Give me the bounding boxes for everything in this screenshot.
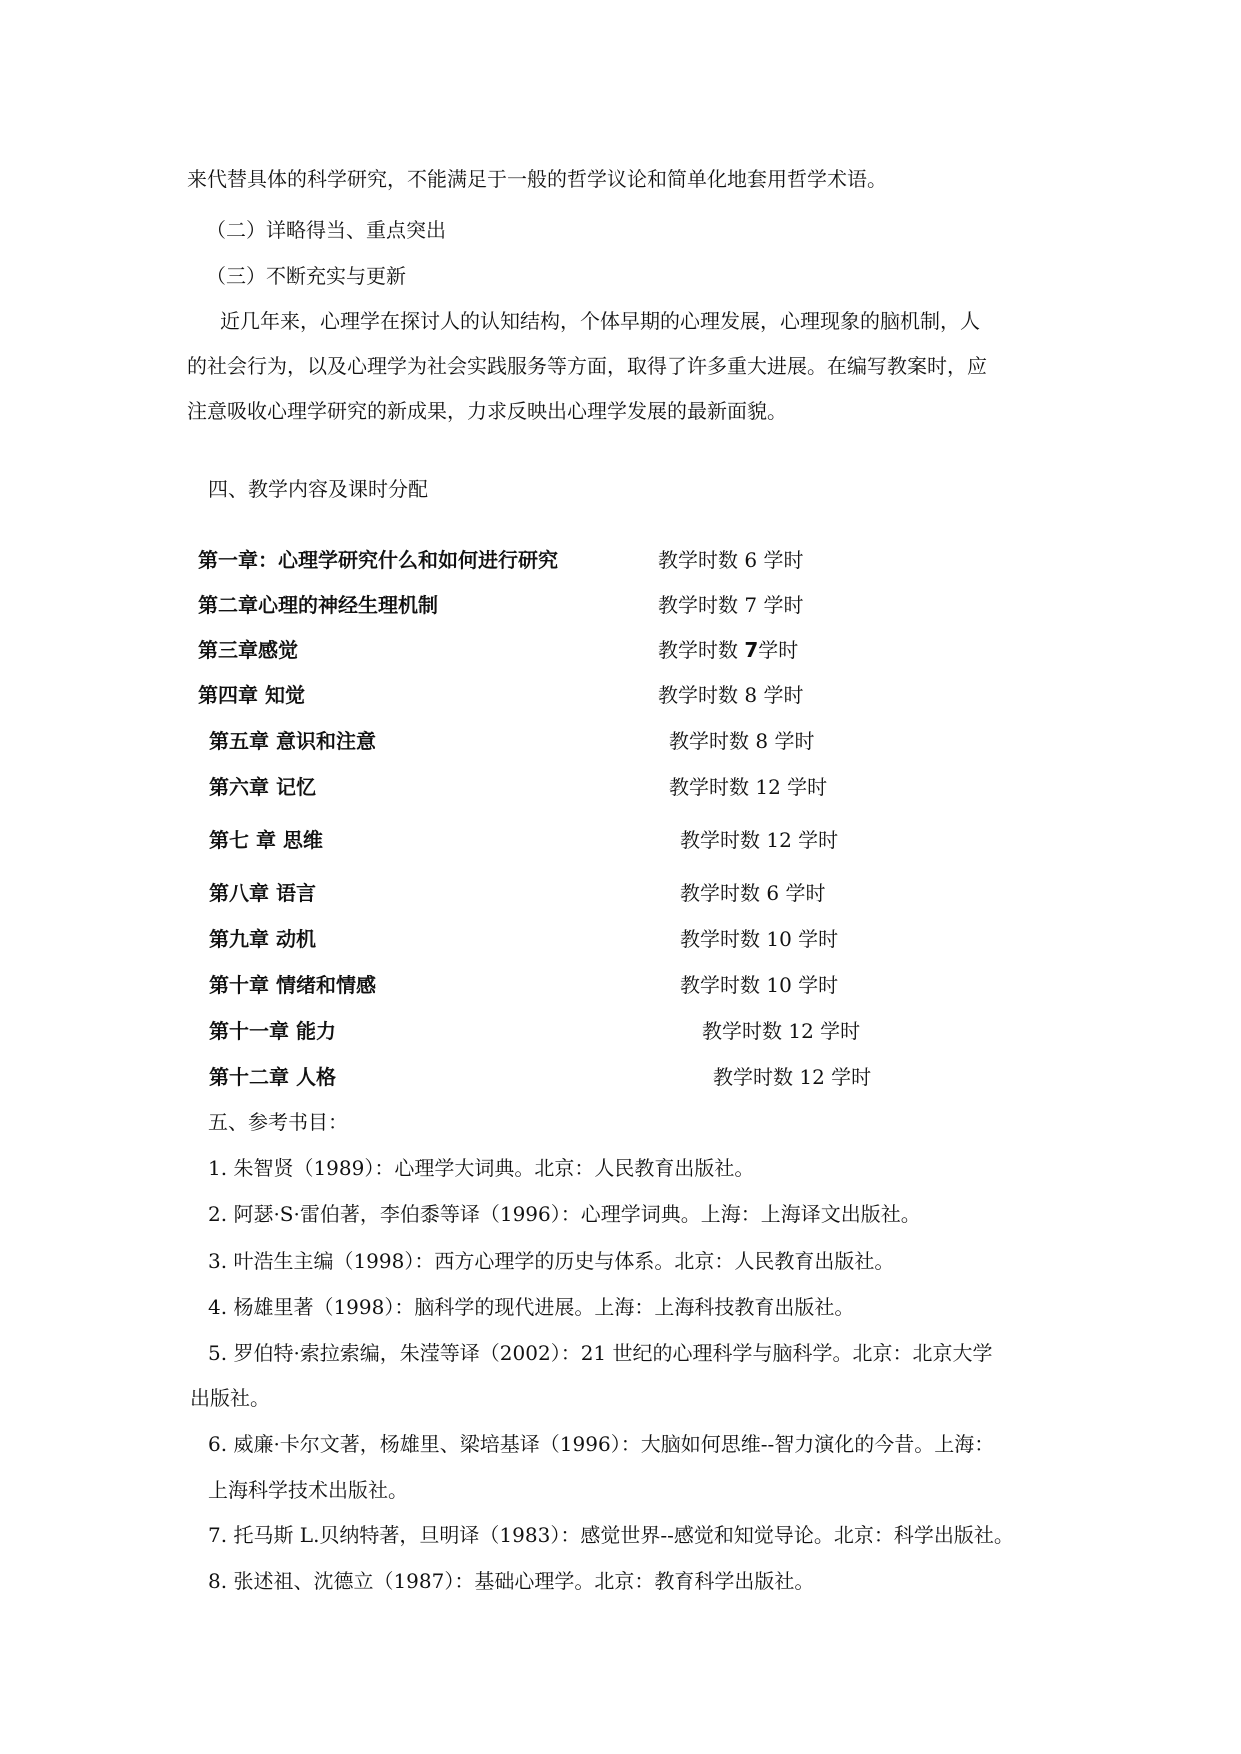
- paragraph-line: 的社会行为，以及心理学为社会实践服务等方面，取得了许多重大进展。在编写教案时，应: [187, 354, 987, 378]
- reference-item: 1. 朱智贤（1989）：心理学大词典。北京：人民教育出版社。: [208, 1156, 755, 1180]
- chapter-hours: 教学时数 10 学时: [680, 927, 839, 951]
- reference-item: 3. 叶浩生主编（1998）：西方心理学的历史与体系。北京：人民教育出版社。: [208, 1249, 895, 1273]
- chapter-hours: 教学时数 12 学时: [713, 1065, 872, 1089]
- chapter-title: 第十二章 人格: [209, 1065, 336, 1089]
- paragraph-line: 注意吸收心理学研究的新成果，力求反映出心理学发展的最新面貌。: [187, 399, 787, 423]
- chapter-title: 第四章 知觉: [198, 683, 305, 707]
- chapter-title: 第一章：心理学研究什么和如何进行研究: [198, 548, 558, 572]
- section-heading: 四、教学内容及课时分配: [208, 477, 428, 501]
- chapter-title: 第六章 记忆: [209, 775, 316, 799]
- reference-item-continuation: 上海科学技术出版社。: [208, 1478, 408, 1502]
- chapter-title: 第十一章 能力: [209, 1019, 336, 1043]
- chapter-title: 第九章 动机: [209, 927, 316, 951]
- chapter-title: 第二章心理的神经生理机制: [198, 593, 438, 617]
- paragraph-line: 来代替具体的科学研究，不能满足于一般的哲学议论和简单化地套用哲学术语。: [187, 167, 887, 191]
- chapter-title: 第十章 情绪和情感: [209, 973, 376, 997]
- chapter-hours: 教学时数 10 学时: [680, 973, 839, 997]
- chapter-hours: 教学时数 12 学时: [680, 828, 839, 852]
- section-heading: （三）不断充实与更新: [206, 264, 406, 288]
- chapter-hours: 教学时数 6 学时: [680, 881, 826, 905]
- chapter-hours: 教学时数 8 学时: [658, 683, 804, 707]
- reference-item: 2. 阿瑟·S·雷伯著，李伯黍等译（1996）：心理学词典。上海：上海译文出版社。: [208, 1202, 921, 1226]
- chapter-title: 第七 章 思维: [209, 828, 323, 852]
- chapter-hours: 教学时数 6 学时: [658, 548, 804, 572]
- reference-item: 6. 威廉·卡尔文著，杨雄里、梁培基译（1996）：大脑如何思维--智力演化的今昔。上海：: [208, 1432, 995, 1456]
- chapter-title: 第三章感觉: [198, 638, 298, 662]
- chapter-hours: 教学时数 7学时: [658, 638, 799, 662]
- section-heading: （二）详略得当、重点突出: [206, 218, 446, 242]
- chapter-hours: 教学时数 8 学时: [669, 729, 815, 753]
- reference-item: 7. 托马斯 L.贝纳特著，旦明译（1983）：感觉世界--感觉和知觉导论。北京：科学出版社。: [208, 1523, 1014, 1547]
- reference-item: 4. 杨雄里著（1998）：脑科学的现代进展。上海：上海科技教育出版社。: [208, 1295, 855, 1319]
- reference-item: 5. 罗伯特·索拉索编，朱滢等译（2002）：21 世纪的心理科学与脑科学。北京：北京大学: [208, 1341, 993, 1365]
- reference-item-continuation: 出版社。: [190, 1386, 270, 1410]
- chapter-hours: 教学时数 12 学时: [702, 1019, 861, 1043]
- chapter-title: 第八章 语言: [209, 881, 316, 905]
- chapter-title: 第五章 意识和注意: [209, 729, 376, 753]
- chapter-hours: 教学时数 7 学时: [658, 593, 804, 617]
- paragraph-line: 近几年来，心理学在探讨人的认知结构，个体早期的心理发展，心理现象的脑机制，人: [220, 309, 980, 333]
- chapter-hours: 教学时数 12 学时: [669, 775, 828, 799]
- section-heading: 五、参考书目：: [208, 1110, 348, 1134]
- reference-item: 8. 张述祖、沈德立（1987）：基础心理学。北京：教育科学出版社。: [208, 1569, 815, 1593]
